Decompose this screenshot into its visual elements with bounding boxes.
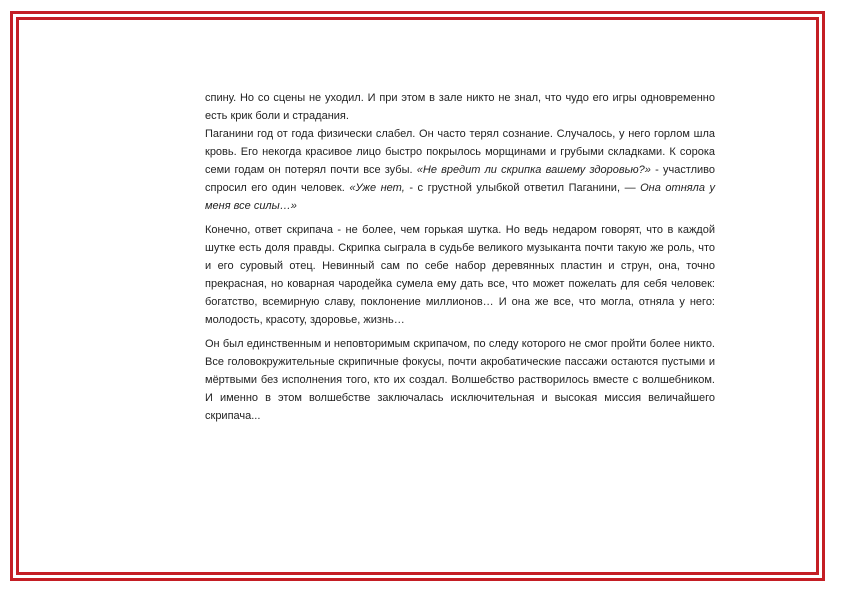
text-run: - с грустной улыбкой ответил Паганини, — xyxy=(404,182,641,194)
text-run: - участливо спросил его один человек. xyxy=(205,164,716,194)
paragraph-2 xyxy=(205,125,715,215)
paragraph-1 xyxy=(205,89,715,125)
text-run: спину. Но со сцены не уходил. И при этом в зале никто не знал, что чудо его игры одновременно есть крик боли и страдания. xyxy=(205,92,715,122)
text-run: Конечно, ответ скрипача - не более, чем горькая шутка. Но ведь недаром говорят, что в каждой шутке есть доля правды. Скрипка сыграла в судьбе великого музыканта почти такую же роль, что и его суровый отец. Невинный сам по себе набор деревянных пластин и струн, она, точно прекрасная, но коварная чародейка сумела ему дать все, что может пожелать для себя человек: богатство, всемирную славу, поклонение миллионов… И она же все, что могла, отняла у него: молодость, красоту, здоровье, жизнь… xyxy=(205,224,715,326)
quote-answer-start: «Уже нет, xyxy=(349,182,405,194)
paragraph-3 xyxy=(205,221,715,329)
quote-answer-end: Она отняла у меня все силы…» xyxy=(205,182,715,212)
text-run: Паганини год от года физически слабел. Он часто терял сознание. Случалось, у него горлом шла кровь. Его некогда красивое лицо быстро покрылось морщинами и грубыми складками. К сорока семи годам он потерял почти все зубы. xyxy=(205,128,715,176)
paragraph-4 xyxy=(205,335,715,425)
text-run: Он был единственным и неповторимым скрипачом, по следу которого не смог пройти более никто. Все головокружительные скрипичные фокусы, почти акробатические пассажи остаются пустыми и мёртвыми без исполнения того, кто их создал. Волшебство растворилось вместе с волшебником. И именно в этом волшебстве заключалась исключительная и высокая миссия величайшего скрипача... xyxy=(205,338,715,422)
body-text xyxy=(205,89,715,425)
quote-question: «Не вредит ли скрипка вашему здоровью?» xyxy=(416,164,651,176)
